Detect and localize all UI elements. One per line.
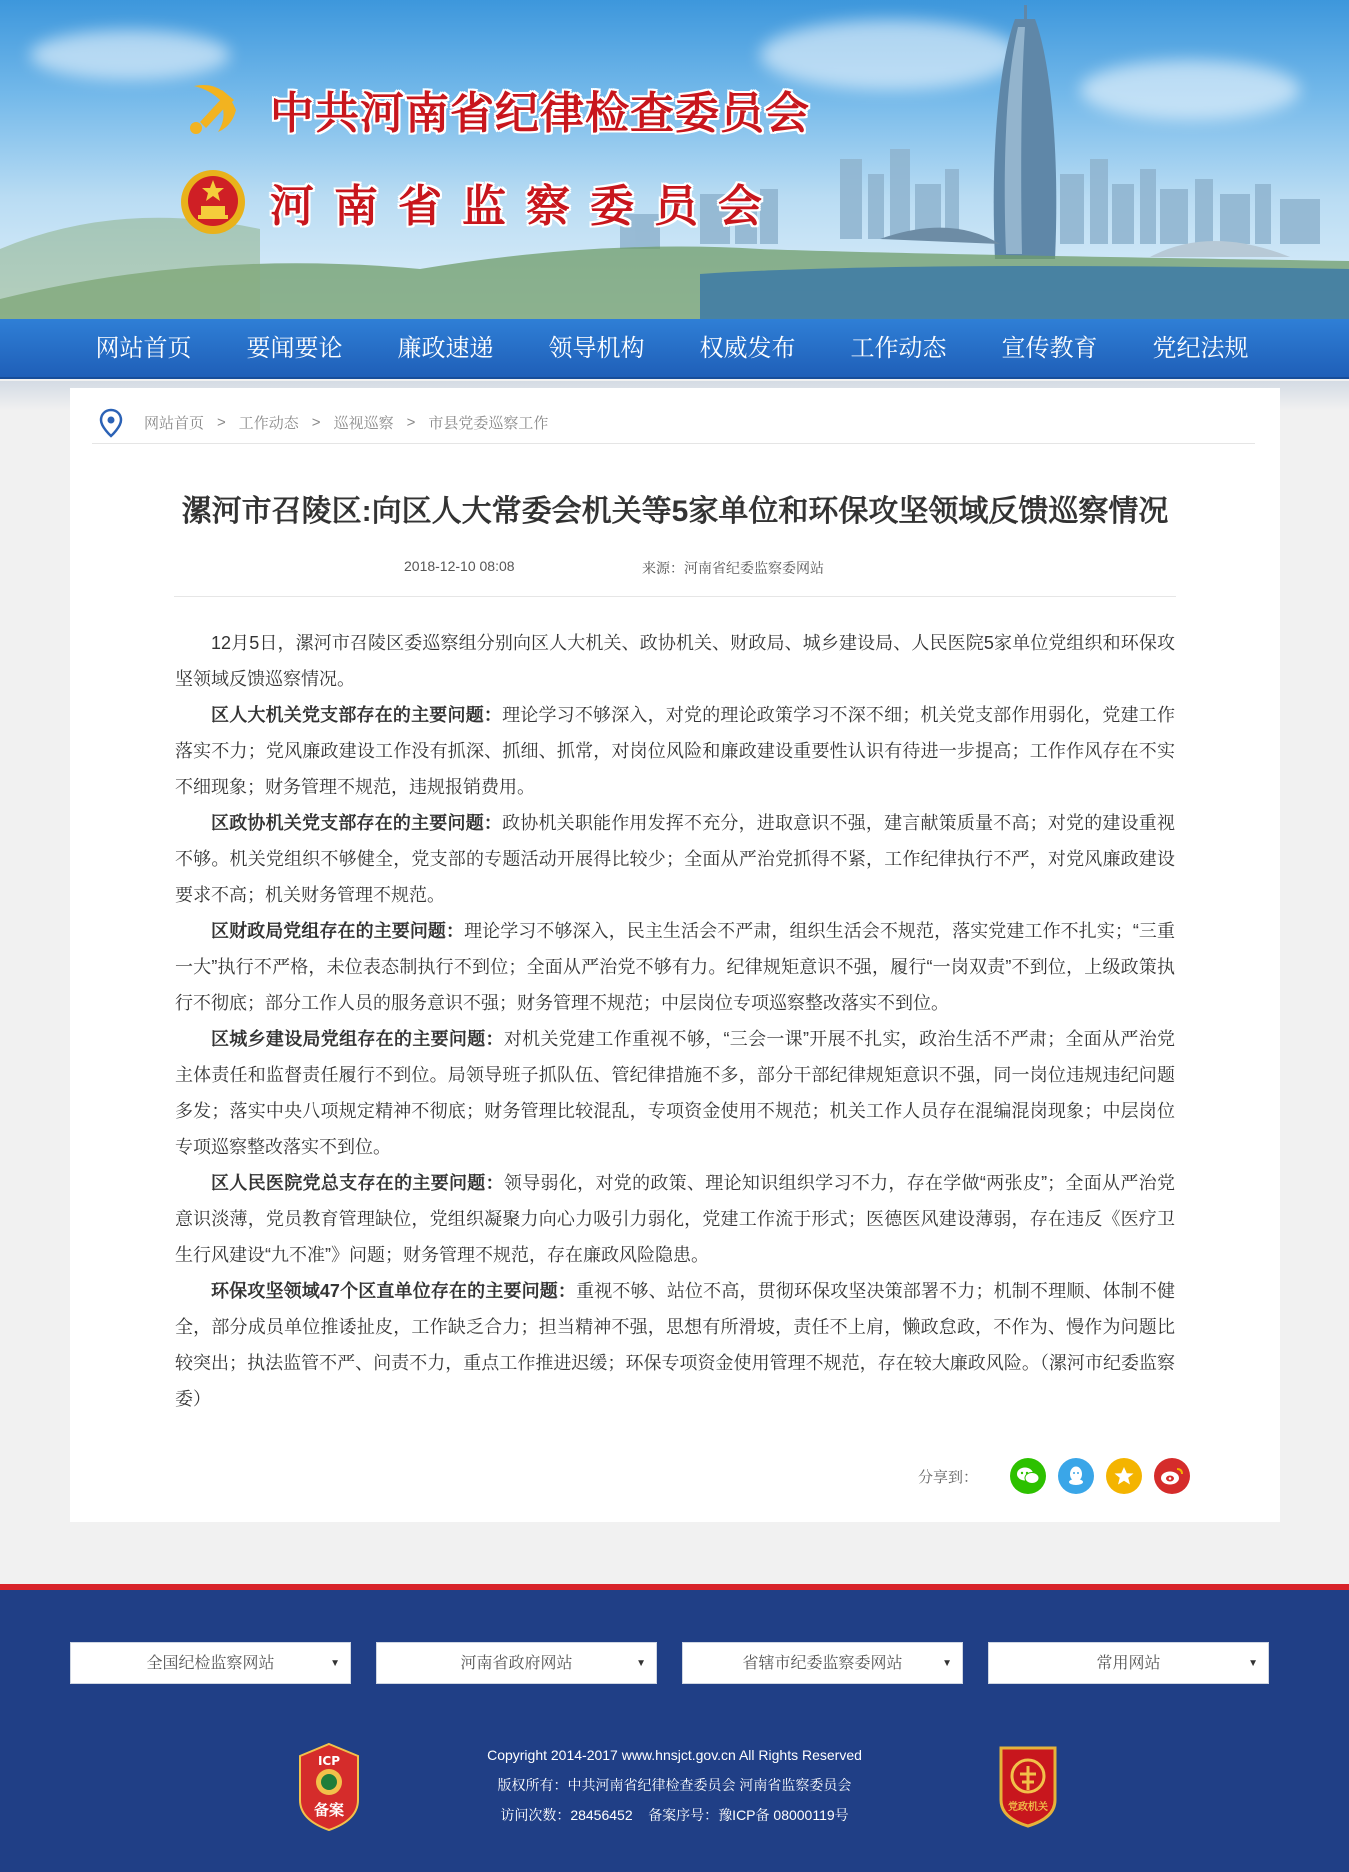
chevron-down-icon: ▼	[636, 1658, 646, 1669]
paragraph-text: 对机关党建工作重视不够，“三会一课”开展不扎实，政治生活不严肃；全面从严治党主体责任和监督责任履行不到位。局领导班子抓队伍、管纪律措施不多，部分干部纪律规矩意识不强，同一岗位违规违纪问题多发；落实中央八项规定精神不彻底；财务管理比较混乱，专项资金使用不规范；机关工作人员存在混编混岗现象；中层岗位专项巡察整改落实不到位。	[175, 1029, 1175, 1157]
article-card	[70, 388, 1280, 1522]
paragraph-heading: 区人大机关党支部存在的主要问题：	[211, 705, 503, 725]
supervision-title-row	[178, 167, 782, 237]
nav-item-education[interactable]: 宣传教育	[1001, 335, 1098, 362]
article-paragraph-intro: 12月5日，漯河市召陵区委巡察组分别向区人大机关、政协机关、财政局、城乡建设局、人民医院5家单位党组织和环保攻坚领域反馈巡察情况。	[175, 633, 1175, 689]
main-nav	[0, 319, 1349, 379]
party-commission-title: 中共河南省纪律检查委员会	[270, 89, 810, 138]
wechat-icon[interactable]	[1010, 1458, 1046, 1494]
badge-left-bottom-text: 备案	[313, 1801, 345, 1819]
nav-item-regulations[interactable]: 党纪法规	[1152, 335, 1249, 362]
badge-left-top-text: ICP	[317, 1754, 341, 1768]
paragraph-heading: 区城乡建设局党组存在的主要问题：	[211, 1029, 504, 1049]
select-national-sites[interactable]	[70, 1642, 351, 1684]
nav-item-work-news[interactable]: 工作动态	[850, 335, 947, 362]
breadcrumb-item-work-news[interactable]: 工作动态	[238, 415, 299, 432]
paragraph-heading: 区财政局党组存在的主要问题：	[211, 921, 465, 941]
select-label: 河南省政府网站	[460, 1655, 573, 1672]
paragraph-text: 领导弱化，对党的政策、理论知识组织学习不力，存在学做“两张皮”；全面从严治党意识淡薄，党员教育管理缺位，党组织凝聚力向心力吸引力弱化，党建工作流于形式；医德医风建设薄弱，存在违反《医疗卫生行风建设“九不准”》问题；财务管理不规范，存在廉政风险隐患。	[175, 1173, 1175, 1265]
paragraph-text: 重视不够、站位不高，贯彻环保攻坚决策部署不力；机制不理顺、体制不健全，部分成员单位推诿扯皮，工作缺乏合力；担当精神不强，思想有所滑坡，责任不上肩，懒政怠政，不作为、慢作为问题比较突出；执法监管不严、问责不力，重点工作推进迟缓；环保专项资金使用管理不规范，存在较大廉政风险。（漯河市纪委监察委）	[175, 1281, 1175, 1409]
article-paragraph	[175, 697, 1175, 805]
source-value: 河南省纪委监察委网站	[684, 560, 824, 576]
article-date: 2018-12-10 08:08	[404, 558, 515, 574]
supervision-commission-title: 河南省监察委员会	[270, 182, 782, 231]
chevron-down-icon: ▼	[330, 1658, 340, 1669]
nav-item-news[interactable]: 要闻要论	[246, 335, 343, 362]
qzone-icon[interactable]	[1106, 1458, 1142, 1494]
breadcrumb	[92, 402, 1255, 444]
paragraph-heading: 区人民医院党总支存在的主要问题：	[211, 1173, 504, 1193]
article-paragraph	[175, 1021, 1175, 1165]
city-skyline-image	[0, 0, 1349, 319]
national-emblem-icon	[178, 167, 248, 237]
paragraph-text: 理论学习不够深入，民主生活会不严肃，组织生活会不规范，落实党建工作不扎实；“三重一大”执行不严格，未位表态制执行不到位；全面从严治党不够有力。纪律规矩意识不强，履行“一岗双责”不到位，上级政策执行不彻底；部分工作人员的服务意识不强；财务管理不规范；中层岗位专项巡察整改落实不到位。	[175, 921, 1175, 1013]
copyright-text: Copyright 2014-2017 www.hnsjct.gov.cn All Rights Reserved	[487, 1747, 862, 1763]
icp-number[interactable]: 豫ICP备 08000119号	[718, 1807, 849, 1823]
divider	[174, 596, 1176, 597]
paragraph-heading: 环保攻坚领域47个区直单位存在的主要问题：	[211, 1281, 577, 1301]
breadcrumb-separator: >	[406, 414, 416, 431]
article-paragraph	[175, 1273, 1175, 1417]
nav-item-releases[interactable]: 权威发布	[699, 335, 796, 362]
paragraph-text: 理论学习不够深入，对党的理论政策学习不深不细；机关党支部作用弱化，党建工作落实不力；党风廉政建设工作没有抓深、抓细、抓常，对岗位风险和廉政建设重要性认识有待进一步提高；工作作风存在不实不细现象；财务管理不规范，违规报销费用。	[175, 705, 1175, 797]
article-source	[642, 558, 824, 578]
share-label: 分享到：	[918, 1468, 979, 1486]
badge-right-text: 党政机关	[1008, 1802, 1048, 1813]
stats-line	[0, 1800, 1349, 1830]
visits-label: 访问次数：	[500, 1807, 571, 1823]
party-emblem-icon	[178, 74, 248, 144]
gov-agency-badge-icon[interactable]	[993, 1744, 1063, 1828]
nav-item-leadership[interactable]: 领导机构	[548, 335, 645, 362]
paragraph-heading: 区政协机关党支部存在的主要问题：	[211, 813, 503, 833]
breadcrumb-item-inspection[interactable]: 巡视巡察	[333, 415, 394, 432]
nav-item-clean-gov[interactable]: 廉政速递	[397, 335, 494, 362]
select-label: 省辖市纪委监察委网站	[742, 1655, 903, 1672]
select-label: 常用网站	[1096, 1655, 1161, 1672]
article-paragraph	[175, 1165, 1175, 1273]
footer-link-selects	[70, 1642, 1269, 1684]
share-bar	[918, 1458, 1190, 1494]
visits-count: 28456452	[570, 1807, 633, 1823]
nav-item-home[interactable]: 网站首页	[95, 335, 192, 362]
article-title: 漯河市召陵区:向区人大常委会机关等5家单位和环保攻坚领域反馈巡察情况	[181, 495, 1169, 528]
breadcrumb-separator: >	[217, 414, 226, 431]
article-body	[175, 625, 1175, 1417]
owner-text: 版权所有：中共河南省纪律检查委员会 河南省监察委员会	[497, 1777, 852, 1793]
chevron-down-icon: ▼	[942, 1658, 952, 1669]
select-label: 全国纪检监察网站	[146, 1655, 275, 1672]
weibo-icon[interactable]	[1154, 1458, 1190, 1494]
location-pin-icon	[98, 408, 124, 438]
chevron-down-icon: ▼	[1248, 1658, 1258, 1669]
breadcrumb-item-home[interactable]: 网站首页	[144, 415, 205, 432]
breadcrumb-separator: >	[311, 414, 321, 431]
icp-label: 备案序号：	[648, 1807, 719, 1823]
select-provincial-gov-sites[interactable]	[376, 1642, 657, 1684]
select-city-sites[interactable]	[682, 1642, 963, 1684]
paragraph-text: 政协机关职能作用发挥不充分，进取意识不强，建言献策质量不高；对党的建设重视不够。机关党组织不够健全，党支部的专题活动开展得比较少；全面从严治党抓得不紧，工作纪律执行不严，对党风廉政建设要求不高；机关财务管理不规范。	[175, 813, 1175, 905]
footer	[0, 1584, 1349, 1872]
breadcrumb-item-county-inspection[interactable]: 市县党委巡察工作	[428, 415, 549, 432]
source-label: 来源：	[642, 560, 684, 576]
qq-icon[interactable]	[1058, 1458, 1094, 1494]
article-paragraph	[175, 913, 1175, 1021]
select-common-sites[interactable]	[988, 1642, 1269, 1684]
article-paragraph	[175, 805, 1175, 913]
footer-copyright	[0, 1740, 1349, 1830]
header-banner	[0, 0, 1349, 319]
party-title-row	[178, 74, 810, 144]
